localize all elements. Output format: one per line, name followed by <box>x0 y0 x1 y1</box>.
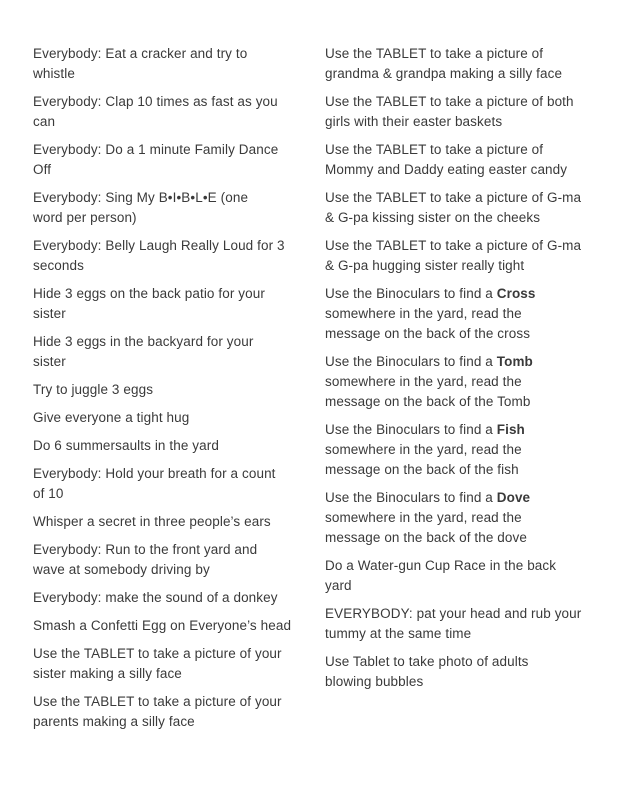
list-item-line <box>33 352 297 372</box>
list-item-line <box>33 160 297 180</box>
activity-list <box>33 44 589 740</box>
list-item-line <box>33 44 297 64</box>
list-item <box>325 140 589 180</box>
bold-text: Tomb <box>496 354 533 369</box>
list-item-line <box>33 484 297 504</box>
text: Use the TABLET to take a picture of <box>325 46 544 61</box>
text: wave at somebody driving by <box>33 562 210 577</box>
text: Use the TABLET to take a picture of G-ma <box>325 238 582 253</box>
text: Use the Binoculars to find a <box>325 286 497 301</box>
list-item <box>33 692 297 732</box>
list-item <box>325 284 589 344</box>
text: sister <box>33 306 66 321</box>
text: Give everyone a tight hug <box>33 410 190 425</box>
text: Use the TABLET to take a picture of your <box>33 646 282 661</box>
list-item-line <box>325 352 589 372</box>
text: somewhere in the yard, read the <box>325 510 522 525</box>
text: somewhere in the yard, read the <box>325 306 522 321</box>
list-item-line <box>325 236 589 256</box>
list-item <box>33 540 297 580</box>
list-item <box>325 652 589 692</box>
list-item <box>33 588 297 608</box>
text: EVERYBODY: pat your head and rub your <box>325 606 582 621</box>
list-item <box>33 644 297 684</box>
list-item-line <box>325 604 589 624</box>
list-item <box>325 188 589 228</box>
list-item <box>33 408 297 428</box>
text: message on the back of the dove <box>325 530 527 545</box>
list-item-line <box>325 188 589 208</box>
list-item-line <box>33 588 297 608</box>
text: Use Tablet to take photo of adults <box>325 654 529 669</box>
list-item-line <box>33 692 297 712</box>
text: girls with their easter baskets <box>325 114 503 129</box>
list-item-line <box>325 112 589 132</box>
list-item-line <box>325 508 589 528</box>
text: Whisper a secret in three people’s ears <box>33 514 271 529</box>
text: whistle <box>33 66 75 81</box>
list-item <box>33 284 297 324</box>
left-column <box>33 44 297 740</box>
list-item <box>33 188 297 228</box>
list-item <box>325 488 589 548</box>
text: message on the back of the Tomb <box>325 394 531 409</box>
text: Mommy and Daddy eating easter candy <box>325 162 568 177</box>
text: of 10 <box>33 486 64 501</box>
list-item-line <box>325 324 589 344</box>
list-item <box>33 512 297 532</box>
list-item <box>325 420 589 480</box>
text: Off <box>33 162 52 177</box>
list-item-line <box>325 440 589 460</box>
list-item-line <box>325 392 589 412</box>
bold-text: Cross <box>496 286 536 301</box>
list-item-line <box>325 672 589 692</box>
text: Everybody: Hold your breath for a count <box>33 466 276 481</box>
list-item-line <box>325 64 589 84</box>
list-item-line <box>33 560 297 580</box>
text: somewhere in the yard, read the <box>325 374 522 389</box>
text: Smash a Confetti Egg on Everyone’s head <box>33 618 292 633</box>
text: Everybody: Do a 1 minute Family Dance <box>33 142 279 157</box>
list-item <box>33 380 297 400</box>
list-item-line <box>325 140 589 160</box>
list-item-line <box>33 284 297 304</box>
list-item-line <box>33 408 297 428</box>
list-item-line <box>33 644 297 664</box>
text: tummy at the same time <box>325 626 472 641</box>
list-item <box>325 556 589 596</box>
list-item-line <box>33 380 297 400</box>
text: Use the Binoculars to find a <box>325 354 497 369</box>
list-item <box>33 140 297 180</box>
text: Use the TABLET to take a picture of both <box>325 94 574 109</box>
list-item <box>33 44 297 84</box>
list-item <box>325 44 589 84</box>
list-item-line <box>325 304 589 324</box>
list-item-line <box>33 256 297 276</box>
list-item-line <box>33 712 297 732</box>
text: Everybody: Belly Laugh Really Loud for 3 <box>33 238 285 253</box>
list-item-line <box>33 236 297 256</box>
text: Use the TABLET to take a picture of your <box>33 694 282 709</box>
list-item-line <box>325 284 589 304</box>
list-item <box>325 604 589 644</box>
list-item-line <box>33 436 297 456</box>
text: sister <box>33 354 66 369</box>
list-item <box>325 352 589 412</box>
right-column <box>325 44 589 740</box>
text: Try to juggle 3 eggs <box>33 382 154 397</box>
list-item-line <box>325 488 589 508</box>
list-item-line <box>325 208 589 228</box>
text: yard <box>325 578 352 593</box>
list-item-line <box>325 92 589 112</box>
text: can <box>33 114 56 129</box>
list-item-line <box>33 512 297 532</box>
list-item <box>33 332 297 372</box>
list-item <box>325 92 589 132</box>
bold-text: Fish <box>496 422 525 437</box>
text: Hide 3 eggs in the backyard for your <box>33 334 254 349</box>
text: Everybody: Run to the front yard and <box>33 542 258 557</box>
text: message on the back of the fish <box>325 462 519 477</box>
list-item-line <box>33 616 297 636</box>
text: & G-pa kissing sister on the cheeks <box>325 210 541 225</box>
list-item <box>33 92 297 132</box>
list-item-line <box>33 112 297 132</box>
list-item-line <box>325 420 589 440</box>
text: Everybody: make the sound of a donkey <box>33 590 278 605</box>
list-item-line <box>33 188 297 208</box>
list-item-line <box>33 664 297 684</box>
bold-text: Dove <box>496 490 531 505</box>
list-item-line <box>325 576 589 596</box>
list-item-line <box>33 304 297 324</box>
text: somewhere in the yard, read the <box>325 442 522 457</box>
list-item-line <box>325 460 589 480</box>
text: Do a Water-gun Cup Race in the back <box>325 558 557 573</box>
list-item-line <box>325 372 589 392</box>
list-item-line <box>325 44 589 64</box>
text: word per person) <box>33 210 137 225</box>
text: Do 6 summersaults in the yard <box>33 438 219 453</box>
text: & G-pa hugging sister really tight <box>325 258 525 273</box>
text: Use the TABLET to take a picture of G-ma <box>325 190 582 205</box>
text: Everybody: Sing My B•I•B•L•E (one <box>33 190 249 205</box>
list-item-line <box>33 208 297 228</box>
text: sister making a silly face <box>33 666 182 681</box>
list-item-line <box>325 624 589 644</box>
list-item <box>33 616 297 636</box>
text: seconds <box>33 258 84 273</box>
text: Use the TABLET to take a picture of <box>325 142 544 157</box>
list-item-line <box>33 332 297 352</box>
text: Use the Binoculars to find a <box>325 490 497 505</box>
text: message on the back of the cross <box>325 326 531 341</box>
text: grandma & grandpa making a silly face <box>325 66 563 81</box>
text: blowing bubbles <box>325 674 424 689</box>
list-item-line <box>325 528 589 548</box>
text: Everybody: Clap 10 times as fast as you <box>33 94 278 109</box>
text: Hide 3 eggs on the back patio for your <box>33 286 265 301</box>
list-item-line <box>325 556 589 576</box>
list-item-line <box>325 160 589 180</box>
text: Use the Binoculars to find a <box>325 422 497 437</box>
list-item-line <box>33 92 297 112</box>
list-item-line <box>325 256 589 276</box>
list-item-line <box>33 540 297 560</box>
list-item <box>33 464 297 504</box>
list-item-line <box>325 652 589 672</box>
list-item-line <box>33 464 297 484</box>
list-item <box>33 436 297 456</box>
text: Everybody: Eat a cracker and try to <box>33 46 248 61</box>
list-item-line <box>33 64 297 84</box>
text: parents making a silly face <box>33 714 195 729</box>
list-item-line <box>33 140 297 160</box>
list-item <box>33 236 297 276</box>
list-item <box>325 236 589 276</box>
